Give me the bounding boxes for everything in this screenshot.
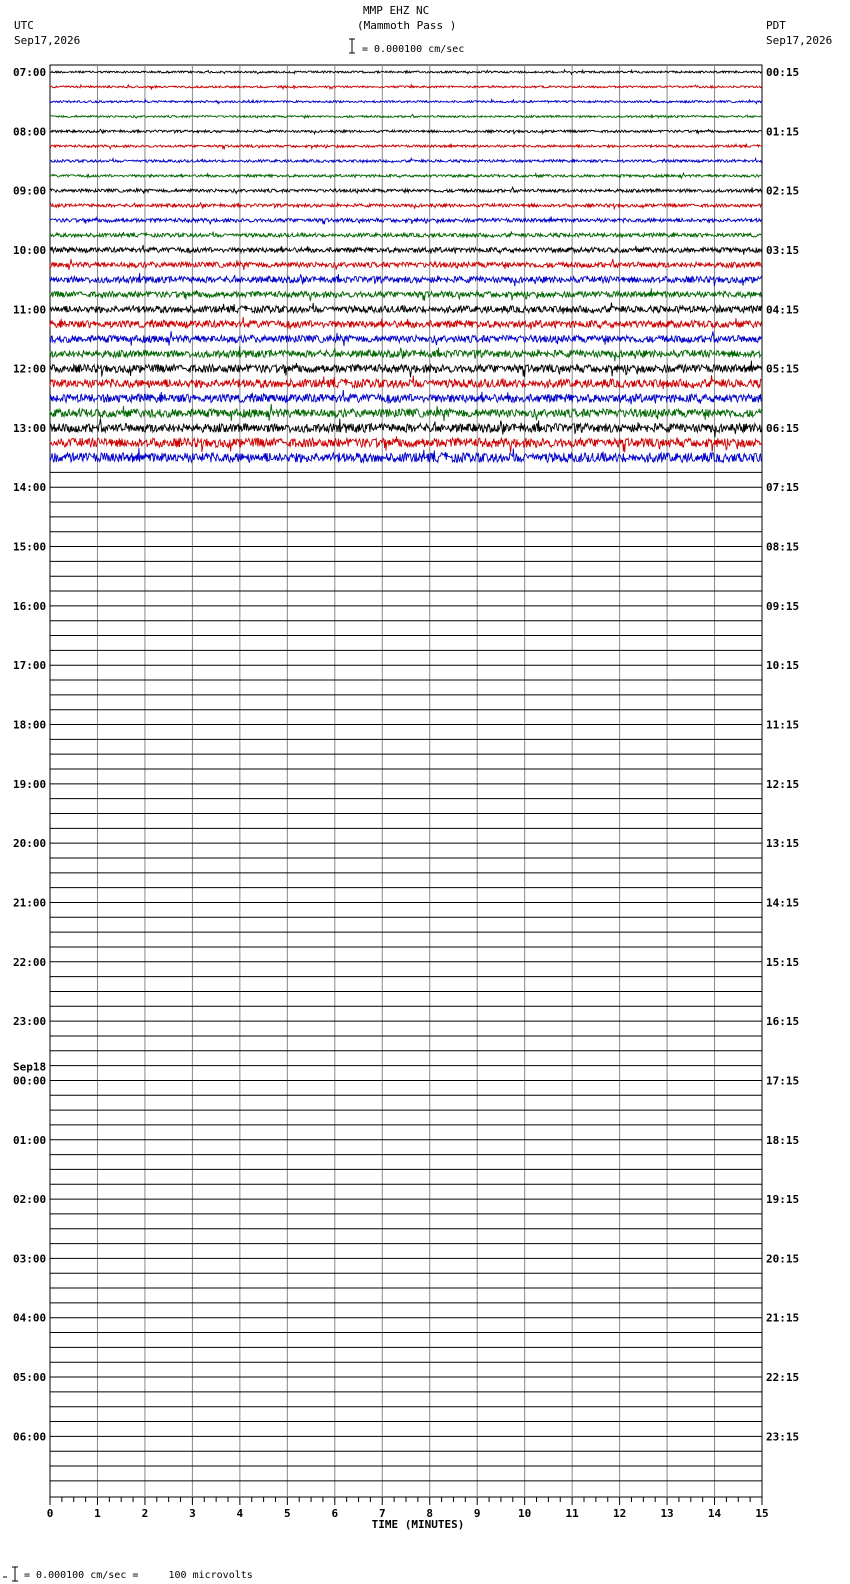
pdt-hour-label: 05:15 (766, 362, 800, 376)
pdt-hour-label: 07:15 (766, 481, 800, 495)
utc-hour-label: 00:00 (13, 1074, 47, 1088)
utc-hour-label: 09:00 (13, 184, 47, 198)
date-change-label: Sep18 (13, 1060, 47, 1074)
utc-hour-label: 02:00 (13, 1193, 47, 1207)
seismic-trace (50, 288, 762, 301)
seismic-trace (50, 361, 762, 378)
seismic-trace (50, 173, 762, 178)
seismic-trace (50, 114, 762, 118)
seismic-trace (50, 419, 762, 438)
footer-scale-label: = 0.000100 cm/sec = 100 microvolts (24, 1570, 253, 1581)
scale-label: = 0.000100 cm/sec (362, 44, 465, 55)
pdt-hour-label: 02:15 (766, 184, 800, 198)
seismic-trace (50, 187, 762, 194)
utc-hour-label: 04:00 (13, 1311, 47, 1325)
utc-hour-label: 14:00 (13, 481, 47, 495)
utc-hour-label: 07:00 (13, 66, 47, 79)
footer-scale-bar-icon (3, 1567, 18, 1581)
station-location: (Mammoth Pass ) (357, 19, 457, 32)
utc-hour-label: 18:00 (13, 718, 47, 732)
x-tick-label: 6 (331, 1507, 339, 1520)
pdt-hour-label: 00:15 (766, 66, 800, 79)
pdt-hour-label: 22:15 (766, 1371, 800, 1385)
seismic-trace (50, 100, 762, 104)
utc-hour-label: 21:00 (13, 896, 47, 910)
x-axis-label: TIME (MINUTES) (371, 1518, 465, 1531)
seismic-trace (50, 331, 762, 346)
trace-group (50, 70, 762, 1481)
utc-hour-label: 01:00 (13, 1133, 47, 1147)
pdt-hour-label: 08:15 (766, 540, 800, 554)
right-timezone: PDT (766, 19, 786, 32)
utc-hour-label: 05:00 (13, 1371, 47, 1385)
utc-hour-label: 19:00 (13, 777, 47, 791)
pdt-hour-label: 12:15 (766, 777, 800, 791)
utc-hour-label: 20:00 (13, 837, 47, 851)
seismic-trace (50, 129, 762, 134)
pdt-hour-label: 18:15 (766, 1133, 800, 1147)
seismic-trace (50, 217, 762, 225)
pdt-hour-label: 16:15 (766, 1015, 800, 1029)
utc-hour-label: 22:00 (13, 955, 47, 969)
seismic-trace (50, 85, 762, 89)
seismic-trace (50, 203, 762, 209)
x-tick-label: 9 (473, 1507, 481, 1520)
pdt-hour-label: 06:15 (766, 421, 800, 435)
x-tick-label: 12 (612, 1507, 627, 1520)
x-tick-label: 7 (378, 1507, 386, 1520)
seismic-trace (50, 144, 762, 149)
utc-hour-label: 08:00 (13, 125, 47, 139)
x-tick-label: 1 (94, 1507, 101, 1520)
x-axis (47, 1497, 769, 1531)
seismic-trace (50, 259, 762, 270)
pdt-hour-label: 10:15 (766, 659, 800, 673)
pdt-hour-label: 14:15 (766, 896, 800, 910)
right-date: Sep17,2026 (766, 34, 833, 47)
utc-hour-label: 12:00 (13, 362, 47, 376)
left-timezone: UTC (14, 19, 34, 32)
utc-hour-label: 15:00 (13, 540, 47, 554)
x-tick-label: 4 (236, 1507, 244, 1520)
utc-hour-label: 17:00 (13, 659, 47, 673)
pdt-hour-label: 23:15 (766, 1430, 800, 1444)
seismic-trace (50, 303, 762, 314)
x-tick-label: 15 (755, 1507, 769, 1520)
x-tick-label: 11 (565, 1507, 579, 1520)
pdt-hour-label: 20:15 (766, 1252, 800, 1266)
pdt-hour-label: 11:15 (766, 718, 800, 732)
pdt-hour-label: 13:15 (766, 837, 800, 851)
x-tick-label: 2 (141, 1507, 149, 1520)
seismic-trace (50, 404, 762, 421)
seismic-trace (50, 346, 762, 361)
seismic-trace (50, 231, 762, 237)
utc-hour-label: 16:00 (13, 599, 47, 613)
pdt-hour-label: 03:15 (766, 243, 800, 257)
pdt-hour-label: 04:15 (766, 303, 800, 317)
seismic-trace (50, 448, 762, 462)
pdt-hour-label: 21:15 (766, 1311, 800, 1325)
x-tick-label: 8 (426, 1507, 434, 1520)
seismic-trace (50, 70, 762, 74)
x-tick-label: 10 (518, 1507, 532, 1520)
pdt-hour-label: 15:15 (766, 955, 800, 969)
utc-hour-label: 23:00 (13, 1015, 47, 1029)
x-tick-label: 13 (660, 1507, 674, 1520)
utc-hour-label: 03:00 (13, 1252, 47, 1266)
x-tick-label: 5 (284, 1507, 291, 1520)
x-tick-label: 0 (46, 1507, 54, 1520)
scale-bar-icon (349, 39, 355, 53)
pdt-hour-label: 09:15 (766, 599, 800, 613)
utc-hour-label: 06:00 (13, 1430, 47, 1444)
x-tick-label: 3 (189, 1507, 196, 1520)
utc-hour-label: 10:00 (13, 243, 47, 257)
pdt-hour-label: 17:15 (766, 1074, 800, 1088)
seismic-trace (50, 436, 762, 452)
utc-hour-label: 13:00 (13, 421, 47, 435)
seismic-trace (50, 375, 762, 389)
seismic-trace (50, 317, 762, 329)
seismic-trace (50, 245, 762, 255)
left-date: Sep17,2026 (14, 34, 81, 47)
utc-hour-label: 11:00 (13, 303, 47, 317)
seismic-trace (50, 390, 762, 404)
station-title: MMP EHZ NC (363, 4, 430, 17)
seismic-trace (50, 273, 762, 286)
seismic-trace (50, 158, 762, 162)
pdt-hour-label: 01:15 (766, 125, 800, 139)
x-tick-label: 14 (707, 1507, 722, 1520)
pdt-hour-label: 19:15 (766, 1193, 800, 1207)
